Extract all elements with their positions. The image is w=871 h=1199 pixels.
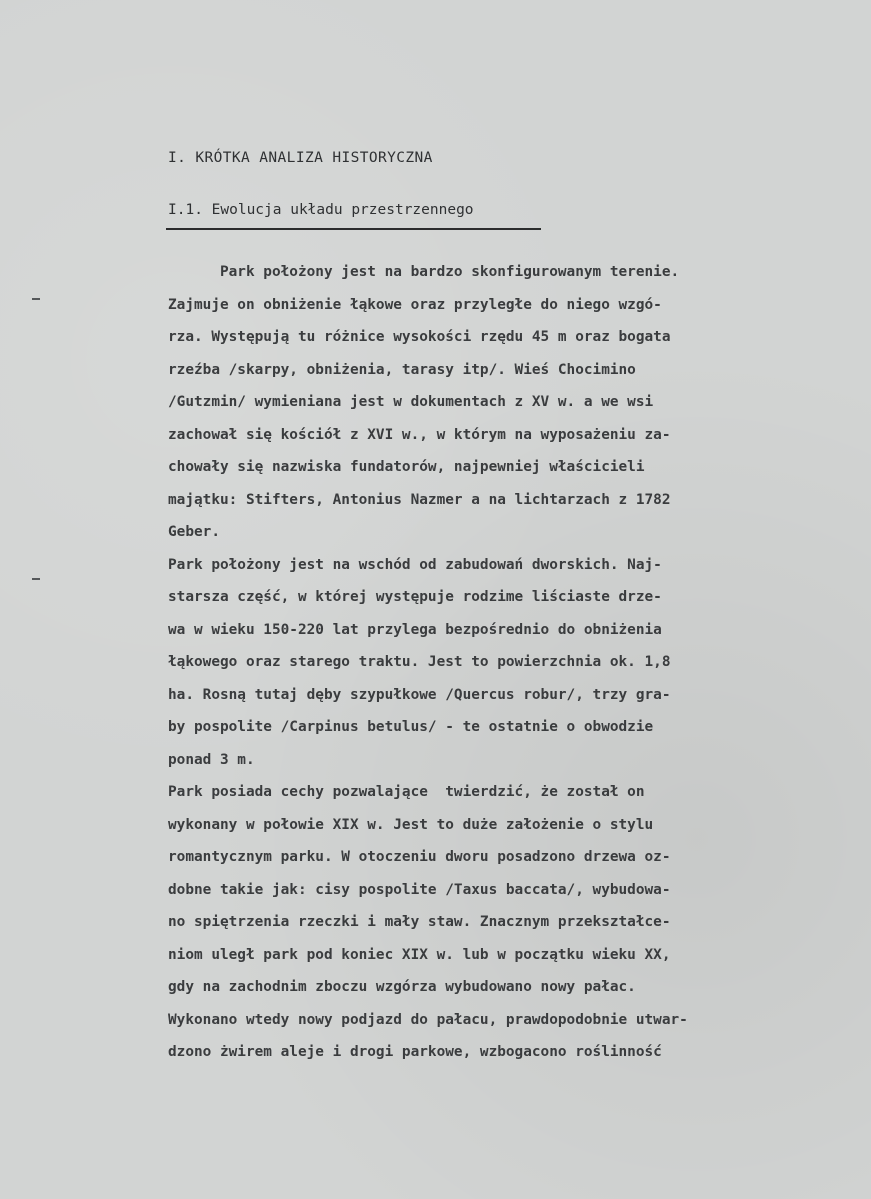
text-line: romantycznym parku. W otoczeniu dworu posadzono drzewa oz-: [168, 849, 671, 865]
text-line: Park położony jest na wschód od zabudowań dworskich. Naj-: [168, 556, 662, 573]
text-line: dobne takie jak: cisy pospolite /Taxus baccata/, wybudowa-: [168, 881, 671, 898]
text-line: Wykonano wtedy nowy podjazd do pałacu, prawdopodobnie utwar-: [168, 1011, 688, 1028]
margin-tick: [32, 578, 40, 580]
text-line: Zajmuje on obniżenie łąkowe oraz przyległe do niego wzgó-: [168, 296, 662, 313]
section-heading: I.1. Ewolucja układu przestrzennego: [168, 202, 474, 218]
text-line: starsza część, w której występuje rodzime liściaste drze-: [168, 589, 662, 605]
text-line: Geber.: [168, 524, 220, 540]
text-line: ponad 3 m.: [168, 751, 255, 768]
text-line: ha. Rosną tutaj dęby szypułkowe /Quercus robur/, trzy gra-: [168, 686, 671, 703]
text-line: gdy na zachodnim zboczu wzgórza wybudowano nowy pałac.: [168, 979, 636, 995]
text-line: majątku: Stifters, Antonius Nazmer a na lichtarzach z 1782: [168, 491, 671, 508]
text-line: by pospolite /Carpinus betulus/ - te ostatnie o obwodzie: [168, 719, 654, 735]
text-line: rzeźba /skarpy, obniżenia, tarasy itp/. Wieś Chocimino: [168, 361, 636, 378]
text-line: łąkowego oraz starego traktu. Jest to powierzchnia ok. 1,8: [168, 654, 671, 670]
text-line: niom uległ park pod koniec XIX w. lub w początku wieku XX,: [168, 946, 671, 963]
chapter-heading: I. KRÓTKA ANALIZA HISTORYCZNA: [168, 150, 433, 166]
text-line: wykonany w połowie XIX w. Jest to duże założenie o stylu: [168, 816, 654, 833]
text-line: zachował się kościół z XVI w., w którym na wyposażeniu za-: [168, 426, 671, 443]
body-text: [168, 256, 808, 1069]
section-heading-underline: [166, 228, 541, 230]
text-line: rza. Występują tu różnice wysokości rzędu 45 m oraz bogata: [168, 329, 671, 345]
text-line: no spiętrzenia rzeczki i mały staw. Znacznym przekształce-: [168, 914, 671, 930]
text-line: dzono żwirem aleje i drogi parkowe, wzbogacono roślinność: [168, 1044, 662, 1060]
margin-tick: [32, 298, 40, 300]
text-line: /Gutzmin/ wymieniana jest w dokumentach z XV w. a we wsi: [168, 394, 654, 410]
text-line: wa w wieku 150-220 lat przylega bezpośrednio do obniżenia: [168, 621, 662, 638]
text-line: Park położony jest na bardzo skonfigurowanym terenie.: [168, 264, 680, 280]
text-line: chowały się nazwiska fundatorów, najpewniej właścicieli: [168, 459, 645, 475]
text-line: Park posiada cechy pozwalające twierdzić, że został on: [168, 784, 645, 800]
